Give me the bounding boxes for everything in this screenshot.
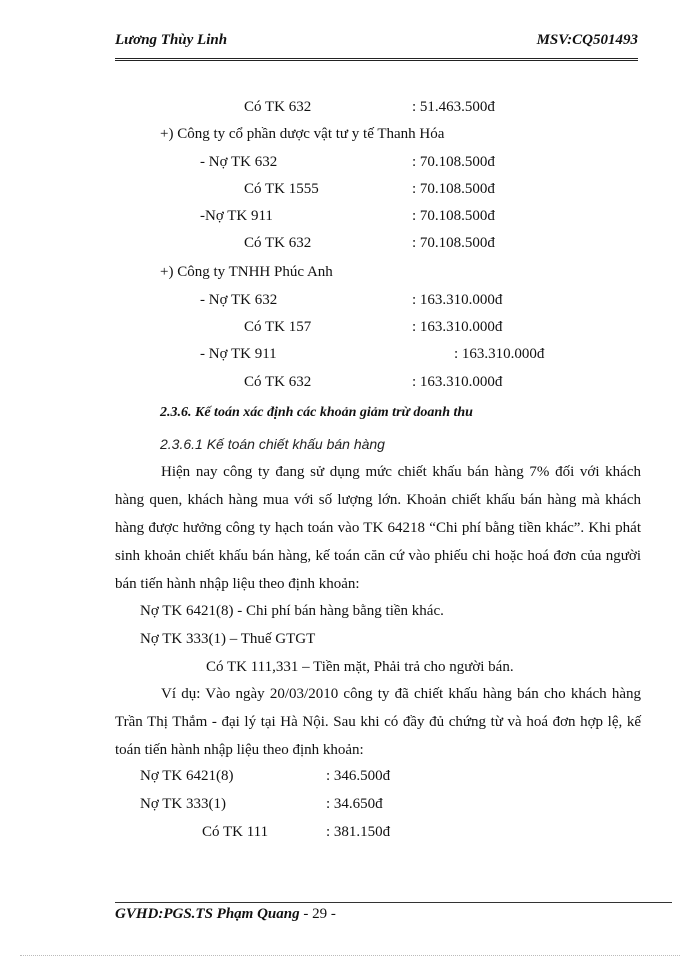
entry-amount: : 70.108.500đ [412,154,495,170]
entry-amount: : 70.108.500đ [412,208,495,224]
header-divider [115,58,638,61]
example-paragraph [115,680,641,764]
entry-amount: : 163.310.000đ [412,319,503,335]
entry-label: -Nợ TK 911 [200,208,273,224]
entry-label: Có TK 111 [202,824,269,840]
footer-divider [115,902,672,903]
entry-label: Nợ TK 333(1) [140,796,226,812]
page-footer [115,906,336,923]
entry-amount: : 34.650đ [326,796,383,812]
company-heading: +) Công ty TNHH Phúc Anh [160,264,333,280]
entry-label: Nợ TK 6421(8) [140,768,234,784]
entry-label: Có TK 632 [244,99,312,115]
author-name: Lương Thùy Linh [115,32,228,48]
journal-line: Nợ TK 6421(8) - Chi phí bán hàng bằng tiền khác. [140,603,444,619]
entry-amount: : 70.108.500đ [412,181,495,197]
entry-label: - Nợ TK 632 [200,292,278,308]
entry-amount: : 381.150đ [326,824,391,840]
journal-line: Có TK 111,331 – Tiền mặt, Phải trả cho người bán. [206,659,514,675]
entry-amount: : 70.108.500đ [412,235,495,251]
paragraph-text: Ví dụ: Vào ngày 20/03/2010 công ty đã chiết khấu hàng bán cho khách hàng Trần Thị Thắm - đại lý tại Hà Nội. Sau khi có đầy đủ chứng từ và hoá đơn hợp lệ, kế toán tiến hành nhập liệu theo định khoản: [115,686,641,758]
entry-label: - Nợ TK 911 [200,346,277,362]
entry-amount: : 163.310.000đ [412,292,503,308]
company-heading: +) Công ty cổ phần dược vật tư y tế Thanh Hóa [160,126,445,142]
entry-label: Có TK 1555 [244,181,319,197]
entry-amount: : 163.310.000đ [412,374,503,390]
entry-label: Có TK 157 [244,319,312,335]
subsection-heading: 2.3.6.1 Kế toán chiết khấu bán hàng [160,436,385,452]
supervisor-name: GVHD:PGS.TS Phạm Quang [115,906,300,922]
body-paragraph [115,458,641,598]
entry-label: Có TK 632 [244,235,312,251]
page-header [115,32,638,56]
paragraph-text: Hiện nay công ty đang sử dụng mức chiết khấu bán hàng 7% đối với khách hàng quen, khách hàng mua với số lượng lớn. Khoản chiết khấu bán hàng mà khách hàng được hưởng công ty hạch toán vào TK 64218 “Chi phí bằng tiền khác”. Khi phát sinh khoản chiết khấu bán hàng, kế toán căn cứ vào phiếu chi hoặc hoá đơn của người bán tiến hành nhập liệu theo định khoản: [115,464,641,592]
entry-amount: : 163.310.000đ [454,346,545,362]
entry-label: - Nợ TK 632 [200,154,278,170]
entry-amount: : 346.500đ [326,768,391,784]
page-number: - 29 - [299,906,336,922]
entry-label: Có TK 632 [244,374,312,390]
section-heading: 2.3.6. Kế toán xác định các khoản giảm trừ doanh thu [160,405,473,420]
journal-line: Nợ TK 333(1) – Thuế GTGT [140,631,316,647]
page-edge-divider [20,955,680,956]
student-id: MSV:CQ501493 [536,32,638,48]
entry-amount: : 51.463.500đ [412,99,495,115]
